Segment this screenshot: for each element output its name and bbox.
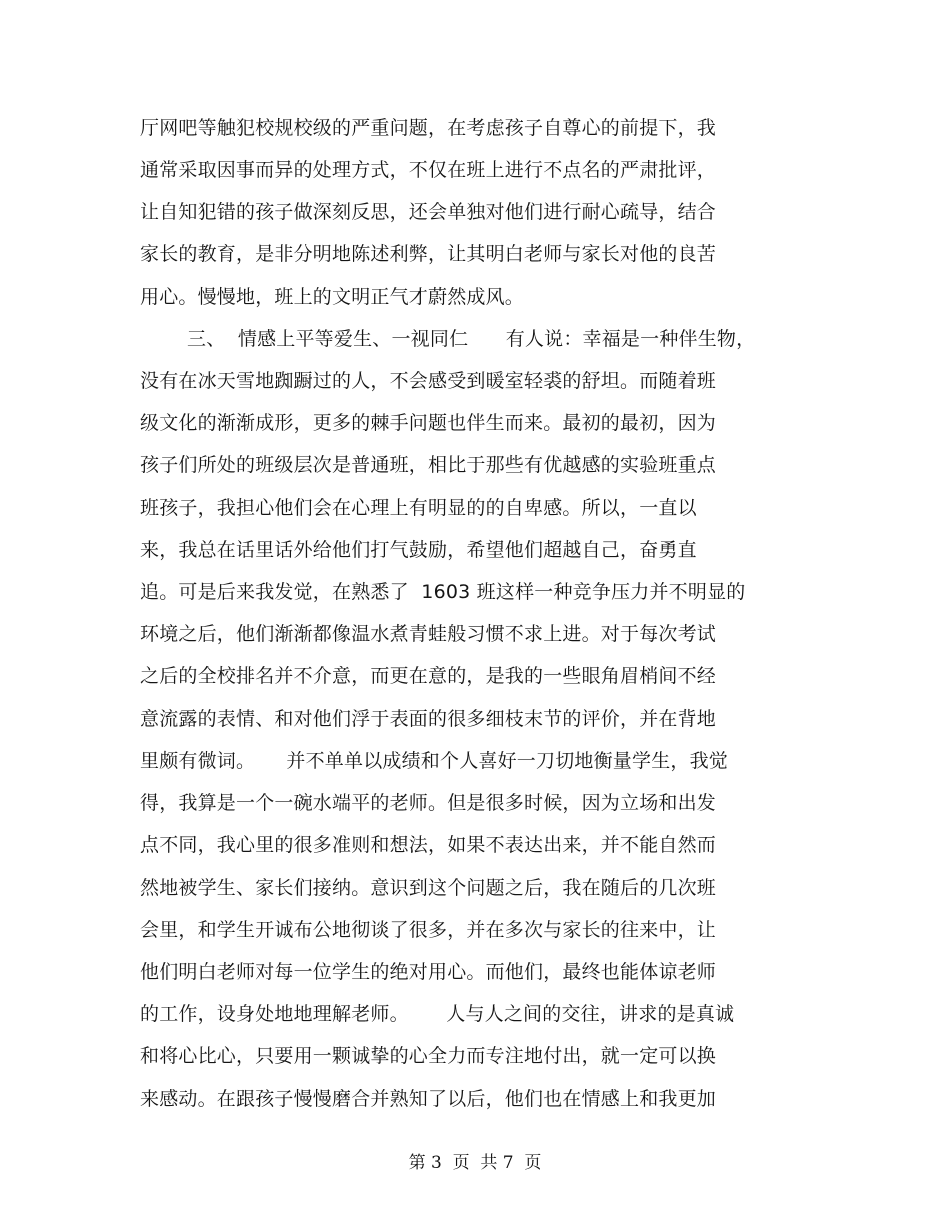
text-line: 里颇有微词。 并不单单以成绩和个人喜好一刀切地衡量学生，我觉 — [140, 750, 728, 772]
section-heading-line: 三、 情感上平等爱生、一视同仁 有人说：幸福是一种伴生物， — [187, 328, 756, 350]
text-line: 用心。慢慢地，班上的文明正气才蔚然成风。 — [140, 286, 525, 308]
text-line: 得，我算是一个一碗水端平的老师。但是很多时候，因为立场和出发 — [140, 792, 717, 814]
text-line: 班孩子，我担心他们会在心理上有明显的的自卑感。所以，一直以 — [140, 497, 697, 519]
text-line: 让自知犯错的孩子做深刻反思，还会单独对他们进行耐心疏导，结合 — [140, 201, 717, 223]
text-line: 来，我总在话里话外给他们打气鼓励，希望他们超越自己，奋勇直 — [140, 539, 697, 561]
text-line: 他们明白老师对每一位学生的绝对用心。而他们，最终也能体谅老师 — [140, 961, 717, 983]
text-line: 和将心比心，只要用一颗诚挚的心全力而专注地付出，就一定可以换 — [140, 1045, 717, 1067]
page-number-footer: 第 3 页 共 7 页 — [408, 1153, 542, 1173]
text-line: 环境之后，他们渐渐都像温水煮青蛙般习惯不求上进。对于每次考试 — [140, 623, 717, 645]
text-line: 没有在冰天雪地踟蹰过的人，不会感受到暖室轻裘的舒坦。而随着班 — [140, 370, 717, 392]
text-line: 级文化的渐渐成形，更多的棘手问题也伴生而来。最初的最初，因为 — [140, 412, 717, 434]
text-line: 追。可是后来我发觉，在熟悉了 1603 班这样一种竞争压力并不明显的 — [140, 581, 746, 603]
text-line: 厅网吧等触犯校规校级的严重问题，在考虑孩子自尊心的前提下，我 — [140, 117, 717, 139]
text-line: 孩子们所处的班级层次是普通班，相比于那些有优越感的实验班重点 — [140, 454, 717, 476]
text-line: 会里，和学生开诚布公地彻谈了很多，并在多次与家长的往来中，让 — [140, 919, 717, 941]
text-line: 家长的教育，是非分明地陈述利弊，让其明白老师与家长对他的良苦 — [140, 243, 717, 265]
text-line: 来感动。在跟孩子慢慢磨合并熟知了以后，他们也在情感上和我更加 — [140, 1088, 717, 1110]
text-line: 通常采取因事而异的处理方式，不仅在班上进行不点名的严肃批评， — [140, 159, 717, 181]
text-line: 然地被学生、家长们接纳。意识到这个问题之后，我在随后的几次班 — [140, 877, 717, 899]
text-line: 点不同，我心里的很多准则和想法，如果不表达出来，并不能自然而 — [140, 834, 717, 856]
text-line: 的工作，设身处地地理解老师。 人与人之间的交往，讲求的是真诚 — [140, 1003, 735, 1025]
text-line: 之后的全校排名并不介意，而更在意的，是我的一些眼角眉梢间不经 — [140, 665, 717, 687]
text-line: 意流露的表情、和对他们浮于表面的很多细枝末节的评价，并在背地 — [140, 708, 717, 730]
